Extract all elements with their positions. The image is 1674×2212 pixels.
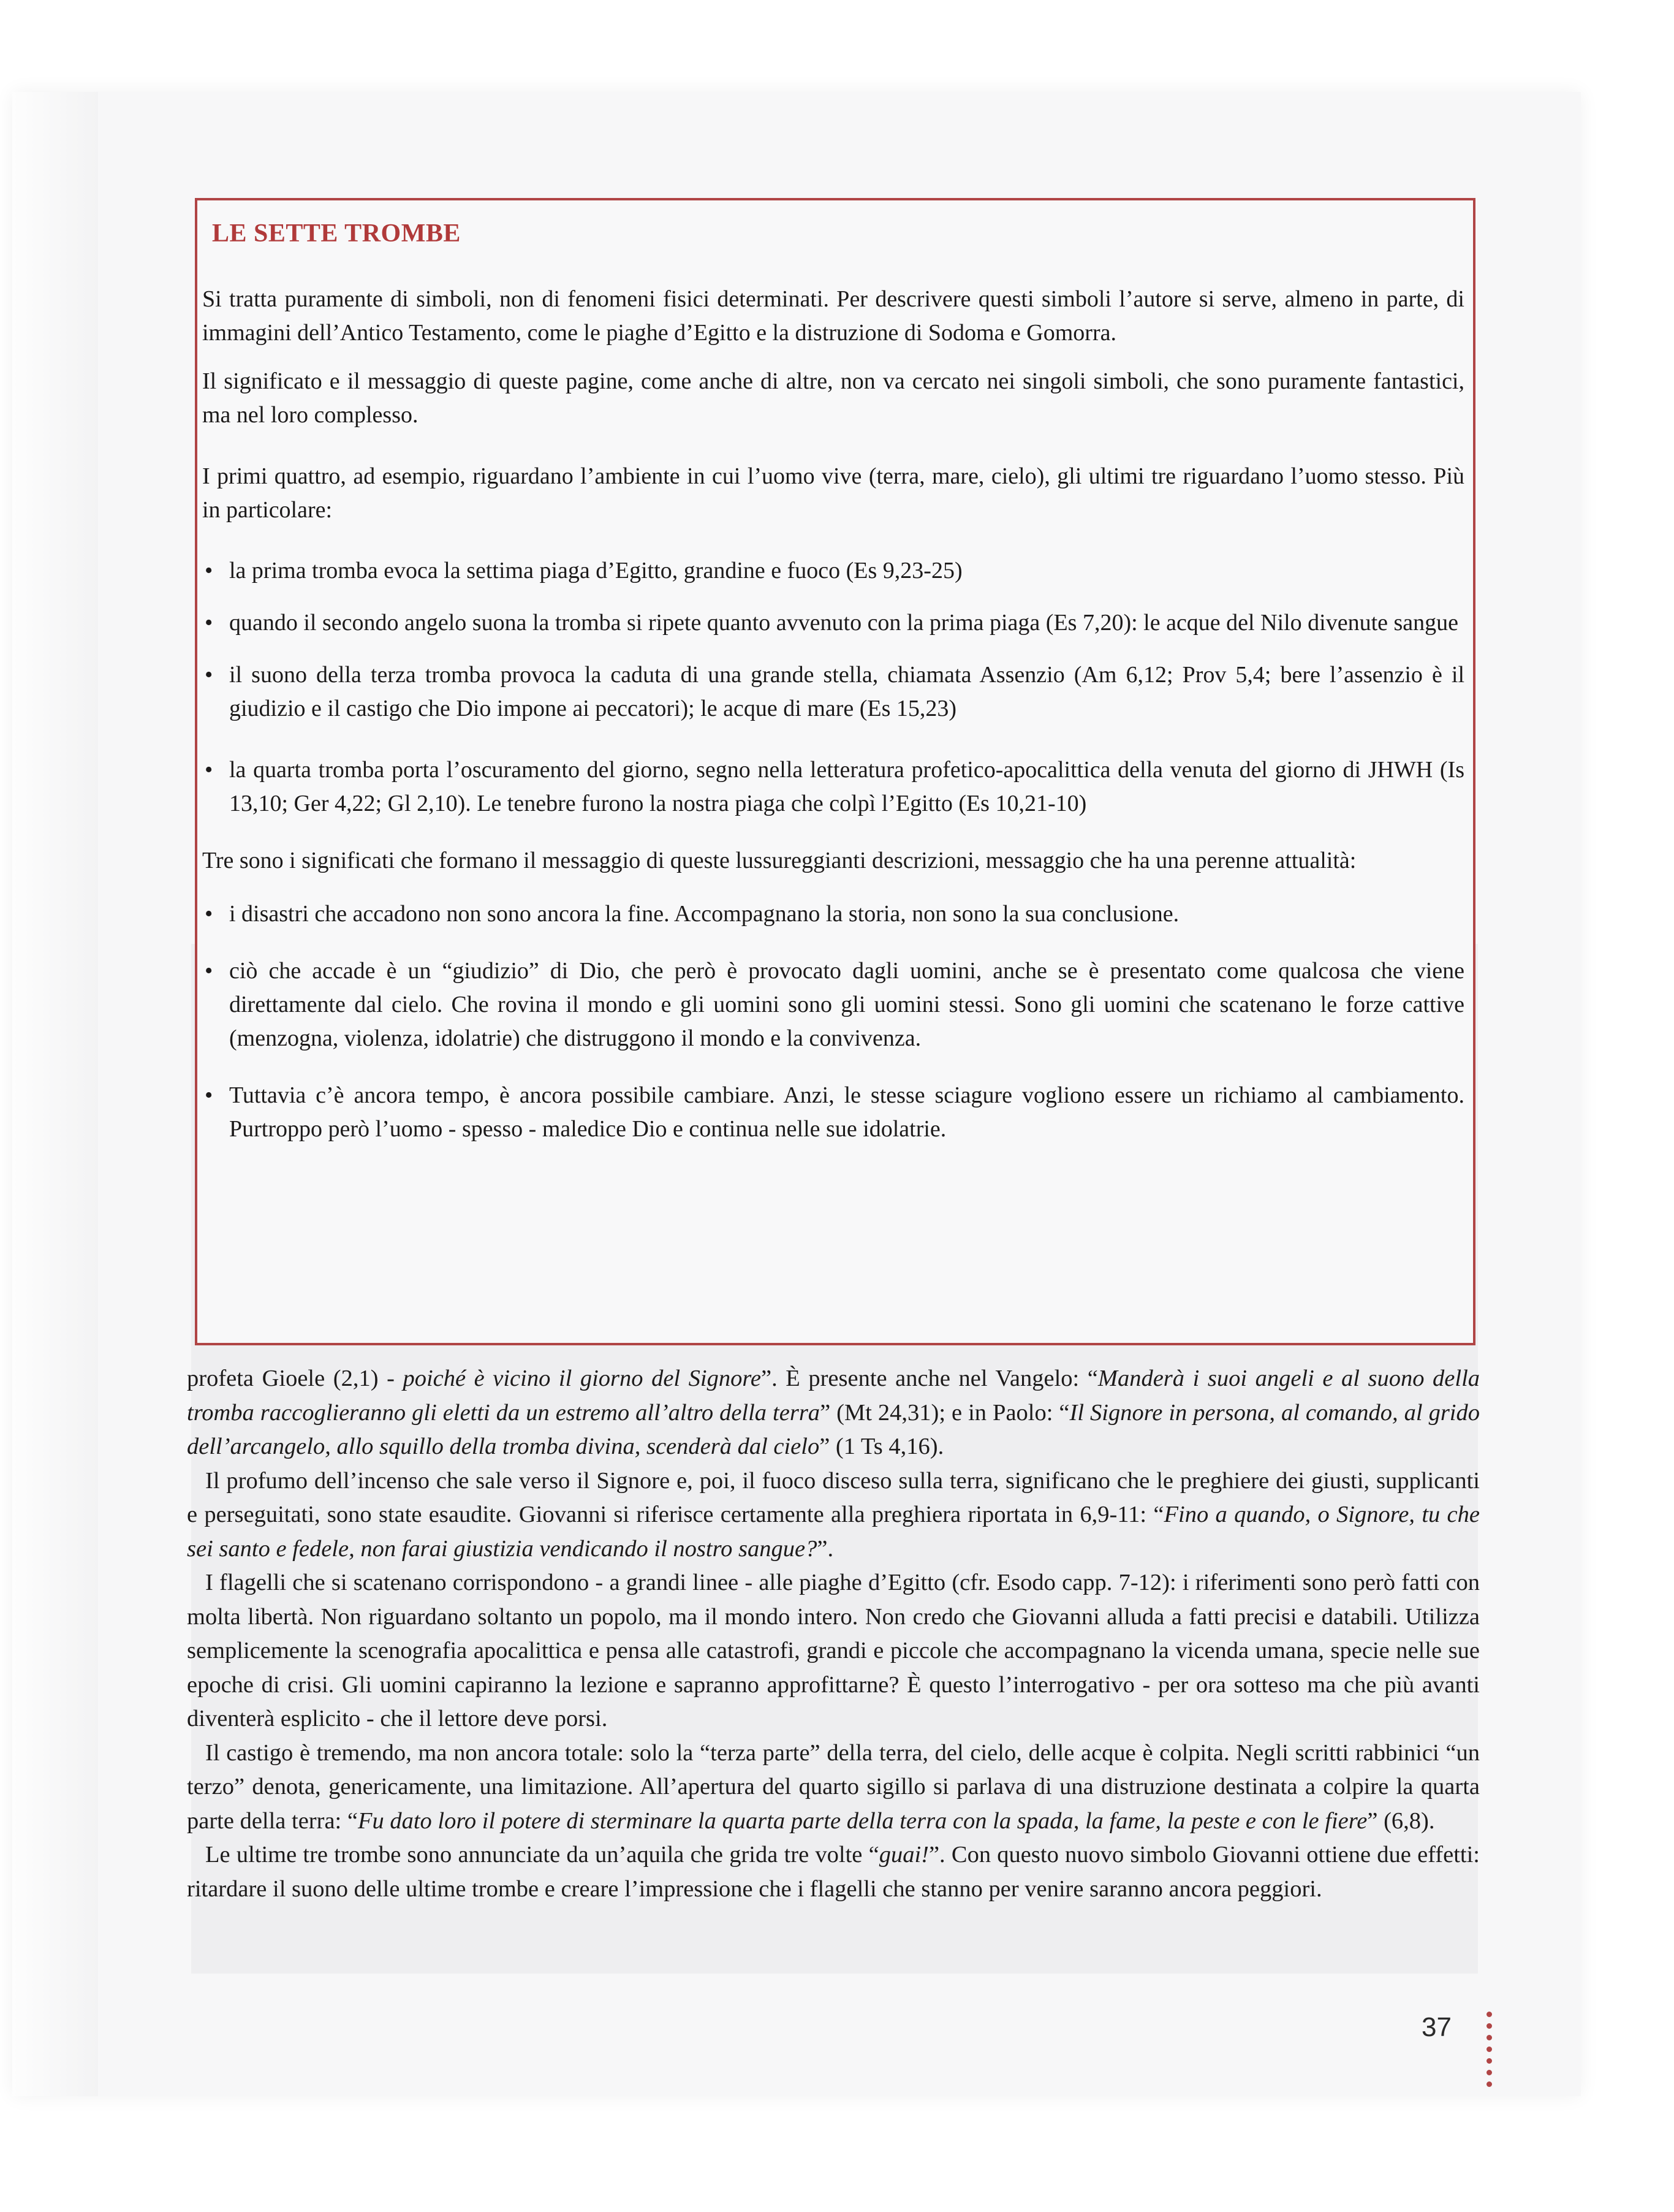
list-item	[202, 658, 1464, 726]
page-edge	[12, 92, 98, 2096]
dot-icon	[1487, 2058, 1492, 2064]
text-run: Le ultime tre trombe sono annunciate da un’aquila che grida tre volte “	[205, 1842, 879, 1868]
box-title: LE SETTE TROMBE	[212, 219, 461, 248]
dot-icon	[1487, 2081, 1492, 2087]
list-item-text: la prima tromba evoca la settima piaga d’Egitto, grandine e fuoco (Es 9,23-25)	[229, 558, 963, 583]
text-run: ”.	[817, 1535, 834, 1562]
list-item-text: i disastri che accadono non sono ancora la fine. Accompagnano la storia, non sono la sua conclusione.	[229, 901, 1180, 927]
list-item-text: Tuttavia c’è ancora tempo, è ancora possibile cambiare. Anzi, le stesse sciagure vogliono essere un richiamo al cambiamento. Purtroppo però l’uomo - spesso - maledice Dio e continua nelle sue idolatrie.	[229, 1082, 1464, 1142]
body-paragraph: I flagelli che si scatenano corrispondono - a grandi linee - alle piaghe d’Egitto (cfr. Esodo capp. 7-12): i riferimenti sono però fatti con molta libertà. Non riguardano soltanto un popolo, ma il mondo intero. Non credo che Giovanni alluda a fatti precisi e databili. Utilizza semplicemente la scenografia apocalittica e pensa alle catastrofi, grandi e piccole che accompagnano la vicenda umana, specie nelle sue epoche di crisi. Gli uomini capiranno la lezione e sapranno approfittarne? È questo l’interrogativo - per ora sotteso ma che più avanti diventerà esplicito - che il lettore deve porsi.	[187, 1570, 1480, 1731]
bullet-icon: •	[205, 662, 213, 688]
quote-italic: Manderà i suoi angeli e al suono della tromba raccoglieranno gli eletti da un estremo all’altro della terra	[187, 1366, 1480, 1426]
text-run: ” (1 Ts 4,16).	[819, 1434, 944, 1459]
text-run: ” (Mt 24,31); e in Paolo: “	[820, 1399, 1070, 1426]
box-list-meanings	[202, 897, 1464, 1146]
box-body	[202, 283, 1464, 1146]
box-paragraph: Il significato e il messaggio di queste pagine, come anche di altre, non va cercato nei singoli simboli, che sono puramente fantastici, ma nel loro complesso.	[202, 368, 1464, 428]
body-paragraph	[187, 1838, 1480, 1906]
main-text	[187, 1362, 1480, 1906]
text-run: ”. Con questo nuovo simbolo Giovanni ottiene due effetti: ritardare il suono delle ultime trombe e creare l’impressione che i flagelli che stanno per venire saranno ancora peggiori.	[187, 1842, 1480, 1902]
text-run: ” (6,8).	[1367, 1807, 1435, 1834]
body-paragraph	[187, 1464, 1480, 1567]
list-item	[202, 753, 1464, 821]
dot-icon	[1487, 2012, 1492, 2017]
dot-icon	[1487, 2023, 1492, 2029]
box-paragraph: Si tratta puramente di simboli, non di fenomeni fisici determinati. Per descrivere questi simboli l’autore si serve, almeno in parte, di immagini dell’Antico Testamento, come le piaghe d’Egitto e la distruzione di Sodoma e Gomorra.	[202, 286, 1464, 346]
bullet-icon: •	[205, 558, 213, 583]
quote-italic: Il Signore in persona, al comando, al grido dell’arcangelo, allo squillo della tromba divina, scenderà dal cielo	[187, 1399, 1480, 1459]
list-item-text: ciò che accade è un “giudizio” di Dio, che però è provocato dagli uomini, anche se è presentato come qualcosa che viene direttamente dal cielo. Che rovina il mondo e gli uomini sono gli uomini stessi. Sono gli uomini che scatenano le forze cattive (menzogna, violenza, idolatrie) che distruggono il mondo e la convivenza.	[229, 958, 1464, 1051]
page-number: 37	[1422, 2012, 1452, 2042]
bullet-icon: •	[205, 901, 213, 927]
box-paragraph: I primi quattro, ad esempio, riguardano l’ambiente in cui l’uomo vive (terra, mare, cielo), gli ultimi tre riguardano l’uomo stesso. Più in particolare:	[202, 463, 1464, 523]
list-item	[202, 554, 1464, 588]
body-paragraph	[187, 1362, 1480, 1464]
bullet-icon: •	[205, 958, 213, 984]
list-item	[202, 954, 1464, 1055]
text-run: Il castigo è tremendo, ma non ancora totale: solo la “terza parte” della terra, del cielo, delle acque è colpita. Negli scritti rabbinici “un terzo” denota, genericamente, una limitazione. All’apertura del quarto sigillo si parlava di una distruzione destinata a colpire la quarta parte della terra: “	[187, 1739, 1480, 1834]
decorative-dots	[1487, 2012, 1499, 2093]
dot-icon	[1487, 2047, 1492, 2052]
list-item-text: il suono della terza tromba provoca la caduta di una grande stella, chiamata Assenzio (Am 6,12; Prov 5,4; bere l’assenzio è il giudizio e il castigo che Dio impone ai peccatori); le acque di mare (Es 15,23)	[229, 662, 1464, 721]
sidebar-box	[195, 198, 1475, 1345]
bullet-icon: •	[205, 1082, 213, 1108]
list-item	[202, 606, 1464, 640]
body-paragraph	[187, 1736, 1480, 1839]
dot-icon	[1487, 2035, 1492, 2040]
list-item	[202, 1079, 1464, 1146]
list-item-text: quando il secondo angelo suona la tromba si ripete quanto avvenuto con la prima piaga (Es 7,20): le acque del Nilo divenute sangue	[229, 610, 1459, 636]
text-run: ”. È presente anche nel Vangelo: “	[761, 1366, 1098, 1391]
box-list-trumpets	[202, 554, 1464, 821]
box-paragraph: Tre sono i significati che formano il messaggio di queste lussureggianti descrizioni, messaggio che ha una perenne attualità:	[202, 848, 1357, 873]
quote-italic: Fino a quando, o Signore, tu che sei santo e fedele, non farai giustizia vendicando il nostro sangue?	[187, 1502, 1480, 1562]
quote-italic: guai!	[879, 1842, 929, 1868]
bullet-icon: •	[205, 757, 213, 783]
bullet-icon: •	[205, 610, 213, 636]
dot-icon	[1487, 2070, 1492, 2075]
quote-italic: Fu dato loro il potere di sterminare la quarta parte della terra con la spada, la fame, la peste e con le fiere	[357, 1807, 1368, 1834]
quote-italic: poiché è vicino il giorno del Signore	[403, 1366, 762, 1391]
list-item	[202, 897, 1464, 931]
text-run: Il profumo dell’incenso che sale verso il Signore e, poi, il fuoco disceso sulla terra, significano che le preghiere dei giusti, supplicanti e perseguitati, sono state esaudite. Giovanni si riferisce certamente alla preghiera riportata in 6,9-11: “	[187, 1467, 1480, 1527]
text-run: profeta Gioele (2,1) -	[187, 1366, 403, 1391]
list-item-text: la quarta tromba porta l’oscuramento del giorno, segno nella letteratura profetico-apocalittica della venuta del giorno di JHWH (Is 13,10; Ger 4,22; Gl 2,10). Le tenebre furono la nostra piaga che colpì l’Egitto (Es 10,21-10)	[229, 757, 1464, 816]
